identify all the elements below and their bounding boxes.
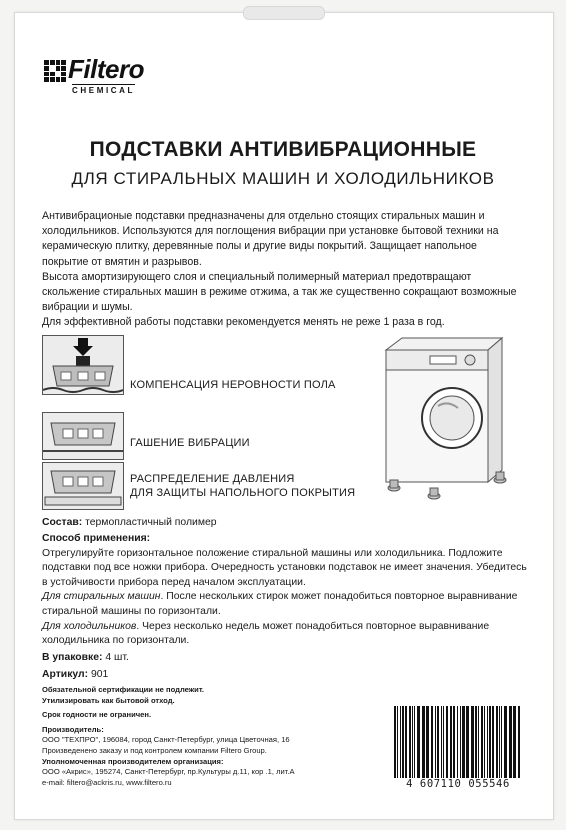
barcode-bar — [504, 706, 507, 778]
barcode-bar — [478, 706, 479, 778]
barcode-bar — [394, 706, 396, 778]
barcode-bar — [499, 706, 500, 778]
description-paragraph: Высота амортизирующего слоя и специальный полимерный материал предотвращают скольжение стиральных машин в режиме отжима, а так же существенно сокращают возможные вибрации и шумы. — [42, 270, 517, 314]
usage-washer-label: Для стиральных машин — [42, 591, 161, 603]
barcode-bar — [462, 706, 465, 778]
legal-line: e-mail: filtero@ackris.ru, www.filtero.ru — [42, 777, 172, 787]
barcode-bar — [409, 706, 411, 778]
feature-label-pressure-2: ДЛЯ ЗАЩИТЫ НАПОЛЬНОГО ПОКРЫТИЯ — [130, 487, 356, 499]
barcode-bar — [475, 706, 477, 778]
leveling-icon — [43, 336, 123, 394]
article-number — [42, 668, 532, 683]
feature-label-leveling: КОМПЕНСАЦИЯ НЕРОВНОСТИ ПОЛА — [130, 379, 336, 391]
barcode-bar — [400, 706, 401, 778]
usage-fridge-text: . Через несколько недель может понадобиться повторное выравнивание холодильника по горизонтали. — [42, 620, 490, 647]
barcode-bar — [435, 706, 436, 778]
usage-label: Способ применения: — [42, 533, 151, 544]
barcode-bar — [453, 706, 455, 778]
barcode-bar — [518, 706, 520, 778]
product-subtitle: ДЛЯ СТИРАЛЬНЫХ МАШИН И ХОЛОДИЛЬНИКОВ — [71, 169, 495, 188]
barcode-bar — [471, 706, 474, 778]
legal-line: Произведенено заказу и под контролем компании Filtero Group. — [42, 745, 267, 755]
feature-label-vibration: ГАШЕНИЕ ВИБРАЦИИ — [130, 437, 250, 449]
package-count — [42, 651, 532, 666]
legal-line: Срок годности не ограничен. — [42, 710, 152, 720]
legal-line: ООО "ТЕХПРО", 196084, город Санкт-Петербург, улица Цветочная, 16 — [42, 735, 290, 745]
brand-subtitle: CHEMICAL — [72, 86, 136, 95]
barcode-bar — [405, 706, 407, 778]
article-label: Артикул: — [42, 669, 89, 680]
barcode — [392, 706, 522, 778]
pressure-icon — [43, 463, 123, 509]
legal-line: Обязательной сертификации не подлежит. — [42, 685, 205, 694]
barcode-bar — [450, 706, 452, 778]
barcode-bar — [397, 706, 398, 778]
description-paragraph: Для эффективной работы подставки рекомендуется менять не реже 1 раза в год. — [42, 316, 445, 329]
barcode-bar — [441, 706, 442, 778]
barcode-bar — [496, 706, 498, 778]
usage-text: Отрегулируйте горизонтальное положение стиральной машины или холодильника. Подложите подставки под все ножки прибора. Очередность установки подставок не имеет значения. Убедитесь в устойчивости прибора перед началом эксплуатации. — [42, 547, 527, 588]
composition — [42, 516, 532, 531]
legal-line: Производитель: — [42, 724, 104, 734]
package-label: В упаковке: — [42, 652, 103, 663]
composition-label: Состав: — [42, 517, 83, 528]
legal-line: Утилизировать как бытовой отход. — [42, 695, 175, 705]
legal-info — [42, 685, 372, 788]
legal-line: Уполномоченная производителем организация: — [42, 756, 224, 766]
barcode-bar — [412, 706, 413, 778]
composition-value: термопластичный полимер — [85, 517, 217, 528]
hang-hole — [243, 6, 325, 20]
barcode-bar — [460, 706, 461, 778]
feature-illustration-pressure — [42, 462, 124, 510]
washing-machine-illustration — [376, 330, 518, 506]
product-title: ПОДСТАВКИ АНТИВИБРАЦИОННЫЕ — [89, 138, 477, 161]
barcode-bar — [422, 706, 425, 778]
usage-section — [42, 532, 532, 649]
barcode-bar — [446, 706, 448, 778]
feature-illustration-vibration — [42, 412, 124, 460]
usage-fridge — [42, 620, 532, 649]
brand-name: Filtero — [68, 54, 144, 84]
barcode-bar — [487, 706, 488, 778]
vibration-icon — [43, 413, 123, 459]
barcode-bar — [509, 706, 512, 778]
legal-line: ООО «Акрис», 195274, Санкт-Петербург, пр.Культуры д.11, кор .1, лит.А — [42, 767, 295, 777]
brand-logo — [44, 54, 184, 98]
barcode-bar — [489, 706, 491, 778]
package-value: 4 шт. — [105, 652, 129, 663]
barcode-bar — [414, 706, 415, 778]
description-paragraph: Антивибрационые подставки предназначены для отдельно стоящих стиральных машин и холодильников. Используются для поглощения вибрации при установке бытовой техники на керамическую плитку, деревянные полы и другие виды покрытий. Защищает напольное покрытие от вмятин и разрывов. — [42, 210, 499, 268]
barcode-bar — [426, 706, 429, 778]
barcode-number: 4 607110 055546 — [406, 778, 510, 790]
barcode-bar — [431, 706, 433, 778]
feature-label-pressure: РАСПРЕДЕЛЕНИЕ ДАВЛЕНИЯ — [130, 473, 295, 485]
usage-washer-text: . После нескольких стирок может понадобиться повторное выравнивание стиральной машины по горизонтали. — [42, 591, 518, 617]
feature-illustration-leveling — [42, 335, 124, 395]
logo-mark-icon — [44, 60, 66, 82]
barcode-bar — [457, 706, 458, 778]
description — [42, 209, 526, 331]
barcode-bar — [466, 706, 469, 778]
usage-washer — [42, 590, 532, 619]
barcode-bar — [437, 706, 439, 778]
barcode-bar — [443, 706, 444, 778]
barcode-bar — [484, 706, 485, 778]
barcode-bar — [492, 706, 494, 778]
usage-fridge-label: Для холодильников — [42, 620, 137, 632]
barcode-bar — [513, 706, 516, 778]
barcode-bar — [417, 706, 420, 778]
barcode-bar — [481, 706, 483, 778]
article-value: 901 — [90, 669, 109, 680]
barcode-bar — [501, 706, 502, 778]
barcode-bar — [402, 706, 404, 778]
